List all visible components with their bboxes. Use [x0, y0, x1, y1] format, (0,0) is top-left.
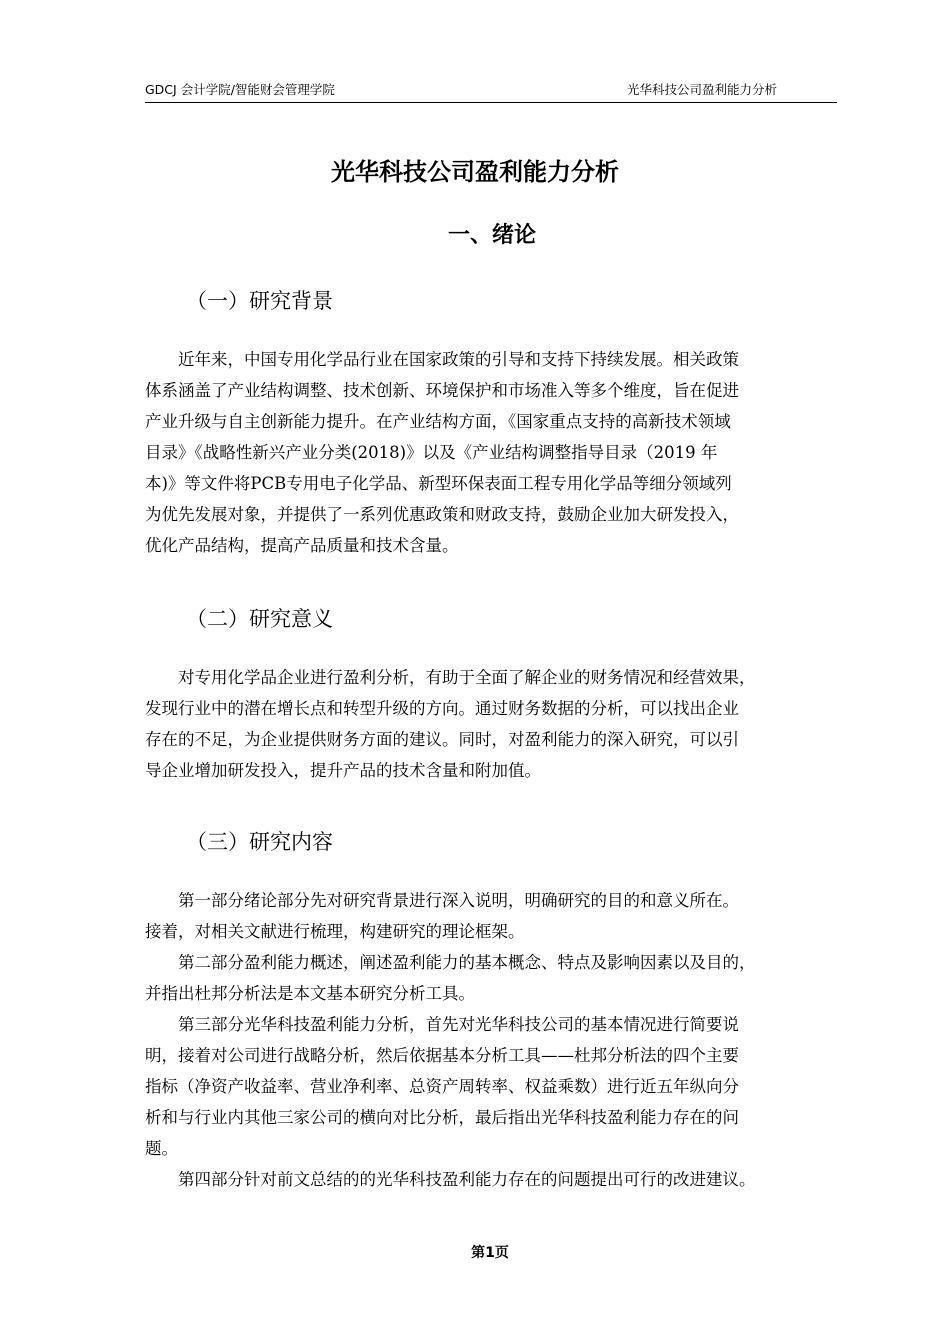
section-heading-background: （一）研究背景 [186, 289, 333, 313]
body-line: 发现行业中的潜在增长点和转型升级的方向。通过财务数据的分析，可以找出企业 [145, 699, 739, 718]
document-title: 光华科技公司盈利能力分析 [331, 158, 619, 186]
body-line: 指标（净资产收益率、营业净利率、总资产周转率、权益乘数）进行近五年纵向分 [145, 1077, 739, 1096]
body-line: 明，接着对公司进行战略分析，然后依据基本分析工具——杜邦分析法的四个主要 [145, 1046, 739, 1065]
header-left-text: GDCJ 会计学院/智能财会管理学院 [145, 82, 335, 97]
body-line: 题。 [145, 1139, 178, 1158]
body-line: 产业升级与自主创新能力提升。在产业结构方面，《国家重点支持的高新技术领域 [145, 412, 731, 431]
body-line: 本)》等文件将PCB专用电子化学品、新型环保表面工程专用化学品等细分领域列 [145, 474, 732, 493]
body-line: 为优先发展对象，并提供了一系列优惠政策和财政支持，鼓励企业加大研发投入， [145, 505, 739, 524]
body-line: 对专用化学品企业进行盈利分析，有助于全面了解企业的财务情况和经营效果， [145, 668, 756, 687]
section-body-background [145, 344, 845, 561]
body-line: 第四部分针对前文总结的的光华科技盈利能力存在的问题提出可行的改进建议。 [145, 1170, 756, 1189]
body-line: 存在的不足，为企业提供财务方面的建议。同时，对盈利能力的深入研究，可以引 [145, 730, 739, 749]
body-line: 第一部分绪论部分先对研究背景进行深入说明，明确研究的目的和意义所在。 [145, 891, 739, 910]
section-heading-significance: （二）研究意义 [186, 607, 333, 631]
page-number: 第1页 [471, 1245, 509, 1261]
body-line: 近年来，中国专用化学品行业在国家政策的引导和支持下持续发展。相关政策 [145, 350, 739, 369]
body-line: 析和与行业内其他三家公司的横向对比分析，最后指出光华科技盈利能力存在的问 [145, 1108, 739, 1127]
chapter-heading: 一、绪论 [447, 223, 536, 248]
body-line: 接着，对相关文献进行梳理，构建研究的理论框架。 [145, 922, 525, 941]
page-header [145, 80, 837, 103]
body-line: 导企业增加研发投入，提升产品的技术含量和附加值。 [145, 761, 541, 780]
body-line: 第二部分盈利能力概述，阐述盈利能力的基本概念、特点及影响因素以及目的， [145, 953, 756, 972]
header-right-text: 光华科技公司盈利能力分析 [626, 82, 777, 97]
body-line: 目录》《战略性新兴产业分类(2018)》以及《产业结构调整指导目录（2019 年 [145, 443, 718, 462]
section-body-content [145, 885, 845, 1195]
section-heading-content: （三）研究内容 [186, 830, 333, 854]
section-body-significance [145, 662, 845, 786]
body-line: 第三部分光华科技盈利能力分析，首先对光华科技公司的基本情况进行简要说 [145, 1015, 739, 1034]
body-line: 优化产品结构，提高产品质量和技术含量。 [145, 536, 459, 555]
body-line: 并指出杜邦分析法是本文基本研究分析工具。 [145, 984, 475, 1003]
body-line: 体系涵盖了产业结构调整、技术创新、环境保护和市场准入等多个维度，旨在促进 [145, 381, 739, 400]
